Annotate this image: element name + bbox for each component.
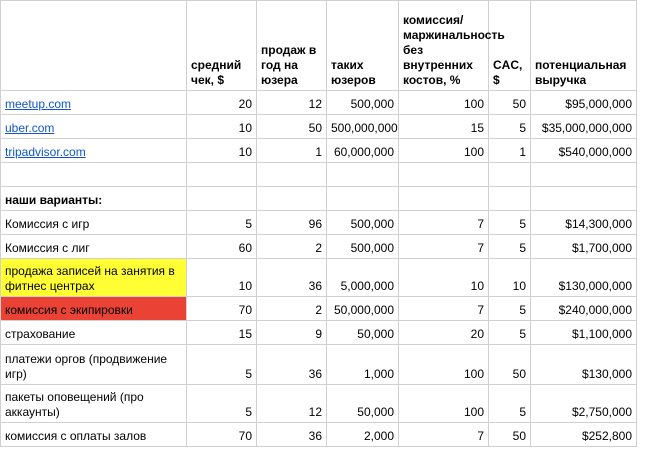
commission-cell[interactable]: 7 [399, 211, 489, 235]
cac-cell[interactable]: 5 [489, 235, 531, 259]
avg-check-cell[interactable]: 5 [187, 385, 257, 423]
sales-cell[interactable]: 12 [257, 91, 327, 115]
table-row [1, 235, 637, 259]
table-row [1, 187, 637, 211]
revenue-cell[interactable] [531, 187, 637, 211]
commission-cell[interactable]: 20 [399, 321, 489, 345]
table-row [1, 423, 637, 447]
commission-cell[interactable]: 15 [399, 115, 489, 139]
header-row [1, 1, 637, 91]
site-link[interactable]: meetup.com [5, 97, 72, 111]
users-cell[interactable]: 1,000 [327, 345, 399, 385]
avg-check-cell[interactable] [187, 187, 257, 211]
row-name-cell[interactable]: страхование [1, 321, 187, 345]
header-cell-name[interactable] [1, 1, 187, 91]
table-row [1, 163, 637, 187]
revenue-cell[interactable]: $240,000,000 [531, 297, 637, 321]
table-row [1, 91, 637, 115]
table-row [1, 139, 637, 163]
sales-cell[interactable]: 2 [257, 235, 327, 259]
cac-cell[interactable]: 5 [489, 211, 531, 235]
commission-cell[interactable]: 7 [399, 297, 489, 321]
cac-cell[interactable]: 5 [489, 321, 531, 345]
avg-check-cell[interactable]: 20 [187, 91, 257, 115]
header-cell-avg-check[interactable]: средний чек, $ [187, 1, 257, 91]
sales-cell[interactable]: 9 [257, 321, 327, 345]
users-cell[interactable]: 500,000 [327, 235, 399, 259]
row-name-cell[interactable] [1, 115, 187, 139]
users-cell[interactable]: 500,000 [327, 211, 399, 235]
revenue-cell[interactable]: $35,000,000,000 [531, 115, 637, 139]
header-cell-cac[interactable]: CAC, $ [489, 1, 531, 91]
sales-cell[interactable] [257, 187, 327, 211]
sales-cell[interactable]: 50 [257, 115, 327, 139]
row-name-cell[interactable] [1, 139, 187, 163]
header-cell-sales-per-year[interactable]: продаж в год на юзера [257, 1, 327, 91]
users-cell[interactable]: 5,000,000 [327, 259, 399, 297]
avg-check-cell[interactable]: 70 [187, 297, 257, 321]
commission-cell[interactable]: 100 [399, 345, 489, 385]
users-cell[interactable]: 2,000 [327, 423, 399, 447]
row-name-cell[interactable]: продажа записей на занятия в фитнес центрах [1, 259, 187, 297]
sales-cell[interactable]: 36 [257, 259, 327, 297]
row-name-cell[interactable]: наши варианты: [1, 187, 187, 211]
avg-check-cell[interactable] [187, 163, 257, 187]
cac-cell[interactable]: 5 [489, 385, 531, 423]
commission-cell[interactable]: 10 [399, 259, 489, 297]
cac-cell[interactable]: 10 [489, 259, 531, 297]
revenue-cell[interactable]: $1,100,000 [531, 321, 637, 345]
commission-cell[interactable]: 7 [399, 423, 489, 447]
users-cell[interactable]: 500,000 [327, 91, 399, 115]
commission-cell[interactable] [399, 187, 489, 211]
cac-cell[interactable]: 5 [489, 297, 531, 321]
row-name-cell[interactable] [1, 91, 187, 115]
avg-check-cell[interactable]: 10 [187, 259, 257, 297]
sales-cell[interactable]: 36 [257, 345, 327, 385]
header-cell-commission[interactable]: комиссия/маржинальность без внутренних костов, % [399, 1, 489, 91]
table-row [1, 115, 637, 139]
avg-check-cell[interactable]: 10 [187, 115, 257, 139]
row-name-cell[interactable]: Комиссия с лиг [1, 235, 187, 259]
revenue-cell[interactable]: $252,800 [531, 423, 637, 447]
commission-cell[interactable]: 100 [399, 91, 489, 115]
row-name-cell[interactable] [1, 163, 187, 187]
commission-cell[interactable]: 100 [399, 139, 489, 163]
table-row [1, 259, 637, 297]
revenue-cell[interactable]: $14,300,000 [531, 211, 637, 235]
revenue-cell[interactable]: $130,000,000 [531, 259, 637, 297]
avg-check-cell[interactable]: 5 [187, 211, 257, 235]
sales-cell[interactable]: 1 [257, 139, 327, 163]
revenue-cell[interactable]: $1,700,000 [531, 235, 637, 259]
table-row [1, 297, 637, 321]
site-link[interactable]: uber.com [5, 121, 55, 135]
row-name-cell[interactable]: пакеты оповещений (про аккаунты) [1, 385, 187, 423]
users-cell[interactable] [327, 187, 399, 211]
cac-cell[interactable]: 5 [489, 115, 531, 139]
cac-cell[interactable] [489, 163, 531, 187]
table-row [1, 211, 637, 235]
avg-check-cell[interactable]: 15 [187, 321, 257, 345]
table-row [1, 321, 637, 345]
site-link[interactable]: tripadvisor.com [5, 145, 86, 159]
table-body [1, 91, 637, 447]
row-name-cell[interactable]: комиссия с экипировки [1, 297, 187, 321]
revenue-cell[interactable] [531, 163, 637, 187]
cac-cell[interactable]: 1 [489, 139, 531, 163]
revenue-cell[interactable]: $95,000,000 [531, 91, 637, 115]
revenue-cell[interactable]: $130,000 [531, 345, 637, 385]
commission-cell[interactable] [399, 163, 489, 187]
avg-check-cell[interactable]: 70 [187, 423, 257, 447]
row-name-cell[interactable]: Комиссия с игр [1, 211, 187, 235]
users-cell[interactable]: 50,000,000 [327, 297, 399, 321]
cac-cell[interactable]: 50 [489, 423, 531, 447]
row-name-cell[interactable]: комиссия с оплаты залов [1, 423, 187, 447]
revenue-cell[interactable]: $2,750,000 [531, 385, 637, 423]
avg-check-cell[interactable]: 60 [187, 235, 257, 259]
sales-cell[interactable]: 2 [257, 297, 327, 321]
table-row [1, 385, 637, 423]
commission-cell[interactable]: 100 [399, 385, 489, 423]
header-cell-users[interactable]: таких юзеров [327, 1, 399, 91]
users-cell[interactable]: 60,000,000 [327, 139, 399, 163]
users-cell[interactable]: 50,000 [327, 321, 399, 345]
cac-cell[interactable] [489, 187, 531, 211]
sales-cell[interactable] [257, 163, 327, 187]
header-cell-revenue[interactable]: потенциальная выручка [531, 1, 637, 91]
cac-cell[interactable]: 50 [489, 91, 531, 115]
avg-check-cell[interactable]: 5 [187, 345, 257, 385]
table-row [1, 345, 637, 385]
sales-cell[interactable]: 96 [257, 211, 327, 235]
row-name-cell[interactable]: платежи оргов (продвижение игр) [1, 345, 187, 385]
cac-cell[interactable]: 50 [489, 345, 531, 385]
sales-cell[interactable]: 12 [257, 385, 327, 423]
revenue-cell[interactable]: $540,000,000 [531, 139, 637, 163]
avg-check-cell[interactable]: 10 [187, 139, 257, 163]
users-cell[interactable] [327, 163, 399, 187]
sales-cell[interactable]: 36 [257, 423, 327, 447]
users-cell[interactable]: 500,000,000 [327, 115, 399, 139]
users-cell[interactable]: 50,000 [327, 385, 399, 423]
commission-cell[interactable]: 7 [399, 235, 489, 259]
